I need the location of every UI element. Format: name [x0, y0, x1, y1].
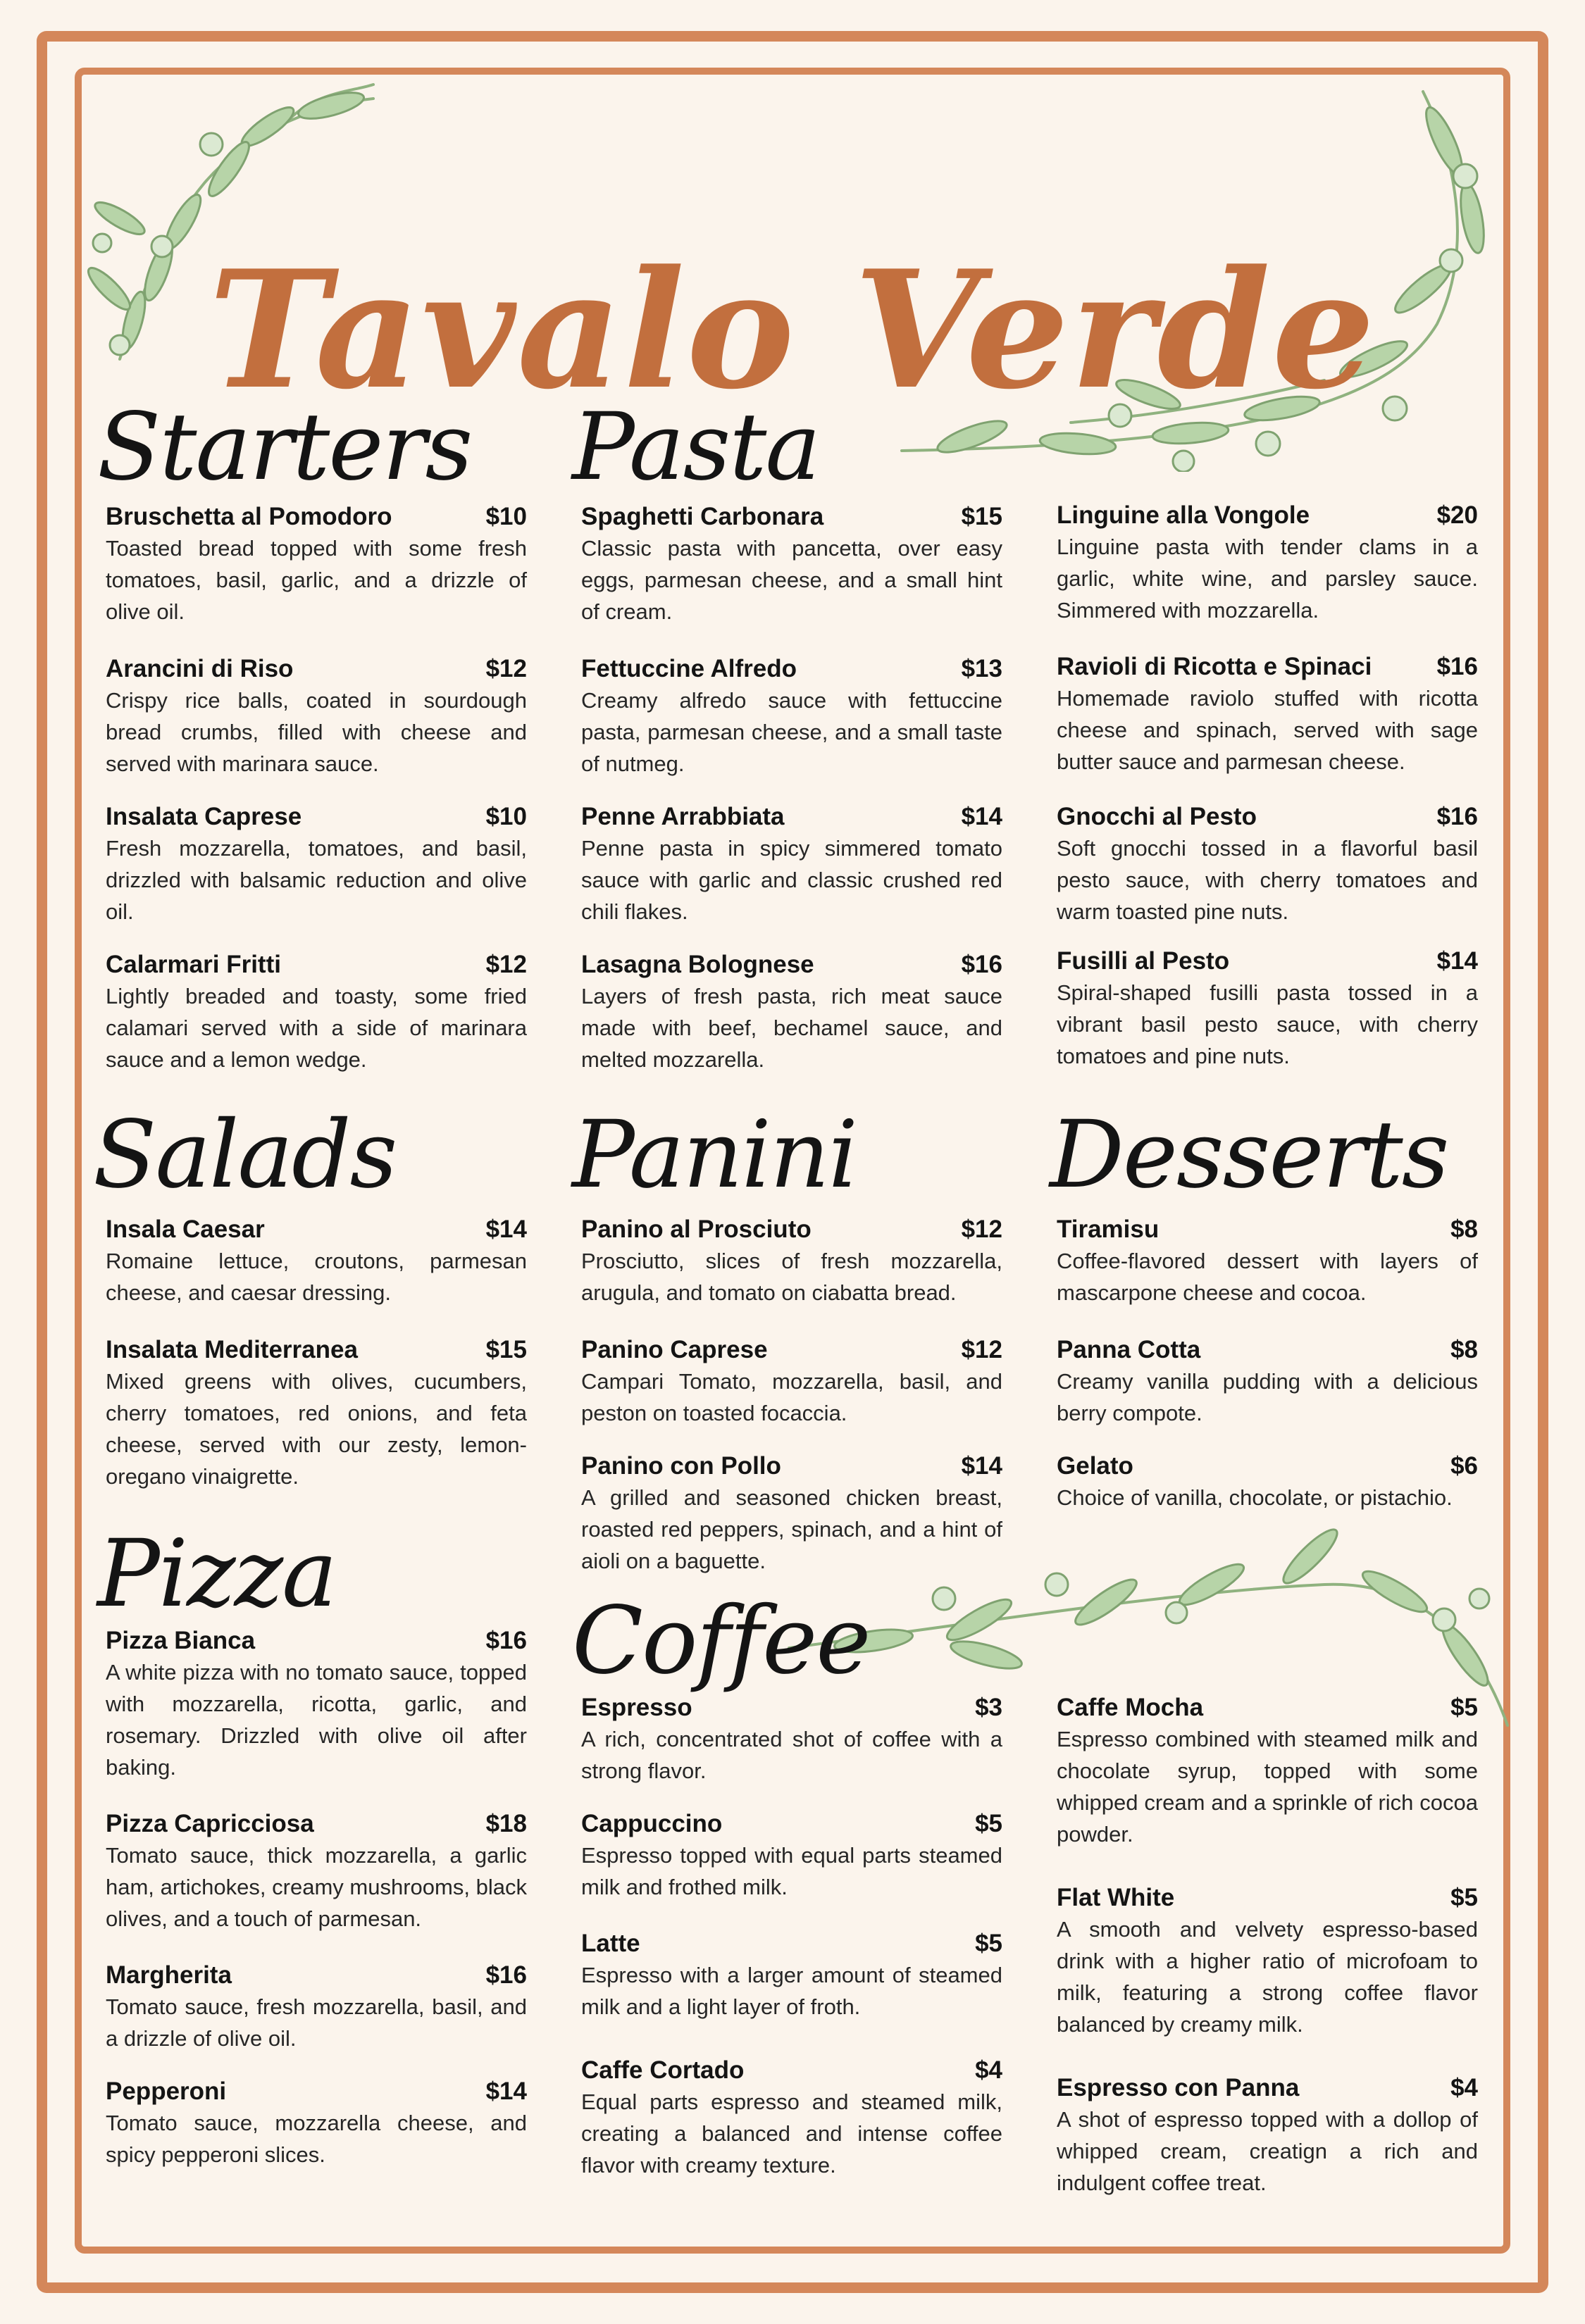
- item-name: Arancini di Riso: [106, 655, 294, 682]
- item-description: Equal parts espresso and steamed milk, creating a balanced and intense coffee flavor with creamy texture.: [581, 2089, 1002, 2178]
- item-description: Tomato sauce, mozzarella cheese, and spicy pepperoni slices.: [106, 2111, 527, 2167]
- item-description: A smooth and velvety espresso-based drink with a higher ratio of microfoam to milk, featuring a strong coffee flavor balanced by creamy milk.: [1057, 1917, 1478, 2037]
- item-name: Insalata Caprese: [106, 803, 302, 830]
- item-description: Espresso combined with steamed milk and chocolate syrup, topped with some whipped cream and a sprinkle of rich cocoa powder.: [1057, 1727, 1478, 1847]
- menu-item: [581, 501, 1002, 627]
- item-price: $14: [1436, 947, 1478, 975]
- item-description: Espresso with a larger amount of steamed milk and a light layer of froth.: [581, 1963, 1002, 2019]
- item-name: Margherita: [106, 1961, 232, 1989]
- item-price: $20: [1436, 501, 1478, 529]
- restaurant-name: Tavalo Verde: [209, 235, 1376, 426]
- item-description: Mixed greens with olives, cucumbers, cherry tomatoes, red onions, and feta cheese, served with our zesty, lemon-oregano vinaigrette.: [106, 1369, 527, 1489]
- item-name: Lasagna Bolognese: [581, 951, 814, 978]
- item-name: Linguine alla Vongole: [1057, 501, 1310, 529]
- item-name: Bruschetta al Pomodoro: [106, 503, 392, 530]
- item-name: Spaghetti Carbonara: [581, 503, 824, 530]
- item-price: $5: [975, 1930, 1002, 1957]
- item-description: Penne pasta in spicy simmered tomato sauce with garlic and classic crushed red chili flakes.: [581, 836, 1002, 924]
- item-description: A rich, concentrated shot of coffee with a strong flavor.: [581, 1727, 1002, 1783]
- item-name: Panna Cotta: [1057, 1336, 1201, 1363]
- section-heading-pizza: Pizza: [97, 1520, 336, 1628]
- item-description: Classic pasta with pancetta, over easy eggs, parmesan cheese, and a small hint of cream.: [581, 536, 1002, 624]
- menu-item: [581, 1335, 1002, 1429]
- item-name: Calarmari Fritti: [106, 951, 281, 978]
- item-description: Linguine pasta with tender clams in a garlic, white wine, and parsley sauce. Simmered with mozzarella.: [1057, 535, 1478, 623]
- item-name: Fusilli al Pesto: [1057, 947, 1230, 975]
- item-price: $8: [1450, 1336, 1478, 1363]
- item-price: $16: [961, 951, 1002, 978]
- item-price: $14: [961, 1452, 1002, 1480]
- item-price: $16: [1436, 653, 1478, 680]
- menu-item: [106, 2076, 527, 2170]
- item-price: $16: [485, 1627, 527, 1654]
- item-description: Espresso topped with equal parts steamed milk and frothed milk.: [581, 1843, 1002, 1899]
- menu-item: [1057, 801, 1478, 927]
- item-price: $12: [485, 951, 527, 978]
- item-description: Crispy rice balls, coated in sourdough bread crumbs, filled with cheese and served with marinara sauce.: [106, 688, 527, 776]
- item-description: Homemade raviolo stuffed with ricotta cheese and spinach, served with sage butter sauce and parmesan cheese.: [1057, 686, 1478, 774]
- menu-item: [1057, 1692, 1478, 1850]
- menu-item: [581, 801, 1002, 927]
- item-price: $12: [485, 655, 527, 682]
- item-price: $8: [1450, 1216, 1478, 1243]
- item-name: Panino al Prosciuto: [581, 1216, 812, 1243]
- item-description: Coffee-flavored dessert with layers of mascarpone cheese and cocoa.: [1057, 1249, 1478, 1305]
- item-name: Pepperoni: [106, 2078, 227, 2105]
- item-name: Flat White: [1057, 1884, 1175, 1911]
- item-name: Fettuccine Alfredo: [581, 655, 797, 682]
- item-price: $18: [485, 1810, 527, 1837]
- menu-item: [106, 949, 527, 1075]
- item-description: A grilled and seasoned chicken breast, roasted red peppers, spinach, and a hint of aioli on a baguette.: [581, 1485, 1002, 1573]
- item-price: $12: [961, 1336, 1002, 1363]
- item-price: $5: [1450, 1884, 1478, 1911]
- item-price: $5: [975, 1810, 1002, 1837]
- item-price: $14: [485, 2078, 527, 2105]
- item-description: A shot of espresso topped with a dollop of whipped cream, creatign a rich and indulgent coffee treat.: [1057, 2107, 1478, 2195]
- item-description: Toasted bread topped with some fresh tomatoes, basil, garlic, and a drizzle of olive oil.: [106, 536, 527, 624]
- item-description: Lightly breaded and toasty, some fried calamari served with a side of marinara sauce and a lemon wedge.: [106, 984, 527, 1072]
- item-name: Pizza Capricciosa: [106, 1810, 314, 1837]
- item-name: Gelato: [1057, 1452, 1133, 1480]
- item-price: $15: [485, 1336, 527, 1363]
- item-price: $10: [485, 503, 527, 530]
- item-price: $10: [485, 803, 527, 830]
- item-price: $4: [1450, 2074, 1478, 2101]
- menu-item: [1057, 1335, 1478, 1429]
- item-price: $16: [1436, 803, 1478, 830]
- item-name: Panino con Pollo: [581, 1452, 781, 1480]
- menu-item: [581, 1808, 1002, 1903]
- item-name: Pizza Bianca: [106, 1627, 256, 1654]
- menu-item: [106, 1625, 527, 1783]
- menu-item: [581, 949, 1002, 1075]
- menu-item: [1057, 1451, 1478, 1513]
- item-name: Penne Arrabbiata: [581, 803, 785, 830]
- menu-item: [1057, 2073, 1478, 2199]
- section-heading-pasta: Pasta: [572, 393, 820, 501]
- item-price: $6: [1450, 1452, 1478, 1480]
- menu-item: [581, 1214, 1002, 1308]
- item-price: $13: [961, 655, 1002, 682]
- item-name: Gnocchi al Pesto: [1057, 803, 1257, 830]
- menu-item: [106, 1335, 527, 1492]
- item-description: Campari Tomato, mozzarella, basil, and peston on toasted focaccia.: [581, 1369, 1002, 1425]
- menu-item: [581, 1451, 1002, 1577]
- section-heading-panini: Panini: [572, 1101, 857, 1209]
- item-price: $3: [975, 1694, 1002, 1721]
- menu-item: [106, 801, 527, 927]
- item-name: Insalata Mediterranea: [106, 1336, 358, 1363]
- menu-item: [1057, 651, 1478, 777]
- item-description: Soft gnocchi tossed in a flavorful basil pesto sauce, with cherry tomatoes and warm toasted pine nuts.: [1057, 836, 1478, 924]
- item-name: Espresso con Panna: [1057, 2074, 1300, 2101]
- item-name: Tiramisu: [1057, 1216, 1160, 1243]
- item-description: Spiral-shaped fusilli pasta tossed in a vibrant basil pesto sauce, with cherry tomatoes and pine nuts.: [1057, 980, 1478, 1068]
- section-heading-coffee: Coffee: [572, 1587, 870, 1695]
- item-name: Panino Caprese: [581, 1336, 768, 1363]
- menu-item: [1057, 946, 1478, 1072]
- item-description: Prosciutto, slices of fresh mozzarella, arugula, and tomato on ciabatta bread.: [581, 1249, 1002, 1305]
- section-heading-desserts: Desserts: [1050, 1101, 1448, 1209]
- item-description: Romaine lettuce, croutons, parmesan cheese, and caesar dressing.: [106, 1249, 527, 1305]
- item-name: Ravioli di Ricotta e Spinaci: [1057, 653, 1372, 680]
- item-price: $12: [961, 1216, 1002, 1243]
- item-price: $14: [961, 803, 1002, 830]
- item-price: $16: [485, 1961, 527, 1989]
- section-heading-salads: Salads: [93, 1101, 397, 1209]
- item-name: Espresso: [581, 1694, 692, 1721]
- menu-item: [1057, 1214, 1478, 1308]
- item-description: Tomato sauce, fresh mozzarella, basil, and a drizzle of olive oil.: [106, 1994, 527, 2051]
- menu-item: [106, 1214, 527, 1308]
- item-price: $4: [975, 2056, 1002, 2084]
- item-description: A white pizza with no tomato sauce, topped with mozzarella, ricotta, garlic, and rosemary. Drizzled with olive oil after baking.: [106, 1660, 527, 1780]
- menu-item: [581, 2055, 1002, 2181]
- item-name: Caffe Mocha: [1057, 1694, 1204, 1721]
- menu-item: [106, 1808, 527, 1935]
- item-description: Tomato sauce, thick mozzarella, a garlic ham, artichokes, creamy mushrooms, black olives, and a touch of parmesan.: [106, 1843, 527, 1931]
- item-name: Cappuccino: [581, 1810, 723, 1837]
- menu-item: [581, 654, 1002, 780]
- item-price: $14: [485, 1216, 527, 1243]
- menu-item: [106, 654, 527, 780]
- item-description: Creamy alfredo sauce with fettuccine pasta, parmesan cheese, and a small taste of nutmeg.: [581, 688, 1002, 776]
- menu-item: [581, 1692, 1002, 1787]
- item-description: Choice of vanilla, chocolate, or pistachio.: [1057, 1485, 1453, 1510]
- menu-item: [1057, 500, 1478, 626]
- section-heading-starters: Starters: [97, 393, 472, 501]
- item-description: Creamy vanilla pudding with a delicious berry compote.: [1057, 1369, 1478, 1425]
- item-description: Fresh mozzarella, tomatoes, and basil, drizzled with balsamic reduction and olive oil.: [106, 836, 527, 924]
- menu-item: [581, 1928, 1002, 2023]
- menu-item: [106, 1960, 527, 2054]
- menu-item: [106, 501, 527, 627]
- item-price: $15: [961, 503, 1002, 530]
- item-price: $5: [1450, 1694, 1478, 1721]
- item-name: Caffe Cortado: [581, 2056, 745, 2084]
- item-description: Layers of fresh pasta, rich meat sauce made with beef, bechamel sauce, and melted mozzarella.: [581, 984, 1002, 1072]
- item-name: Latte: [581, 1930, 640, 1957]
- menu-item: [1057, 1882, 1478, 2040]
- item-name: Insala Caesar: [106, 1216, 265, 1243]
